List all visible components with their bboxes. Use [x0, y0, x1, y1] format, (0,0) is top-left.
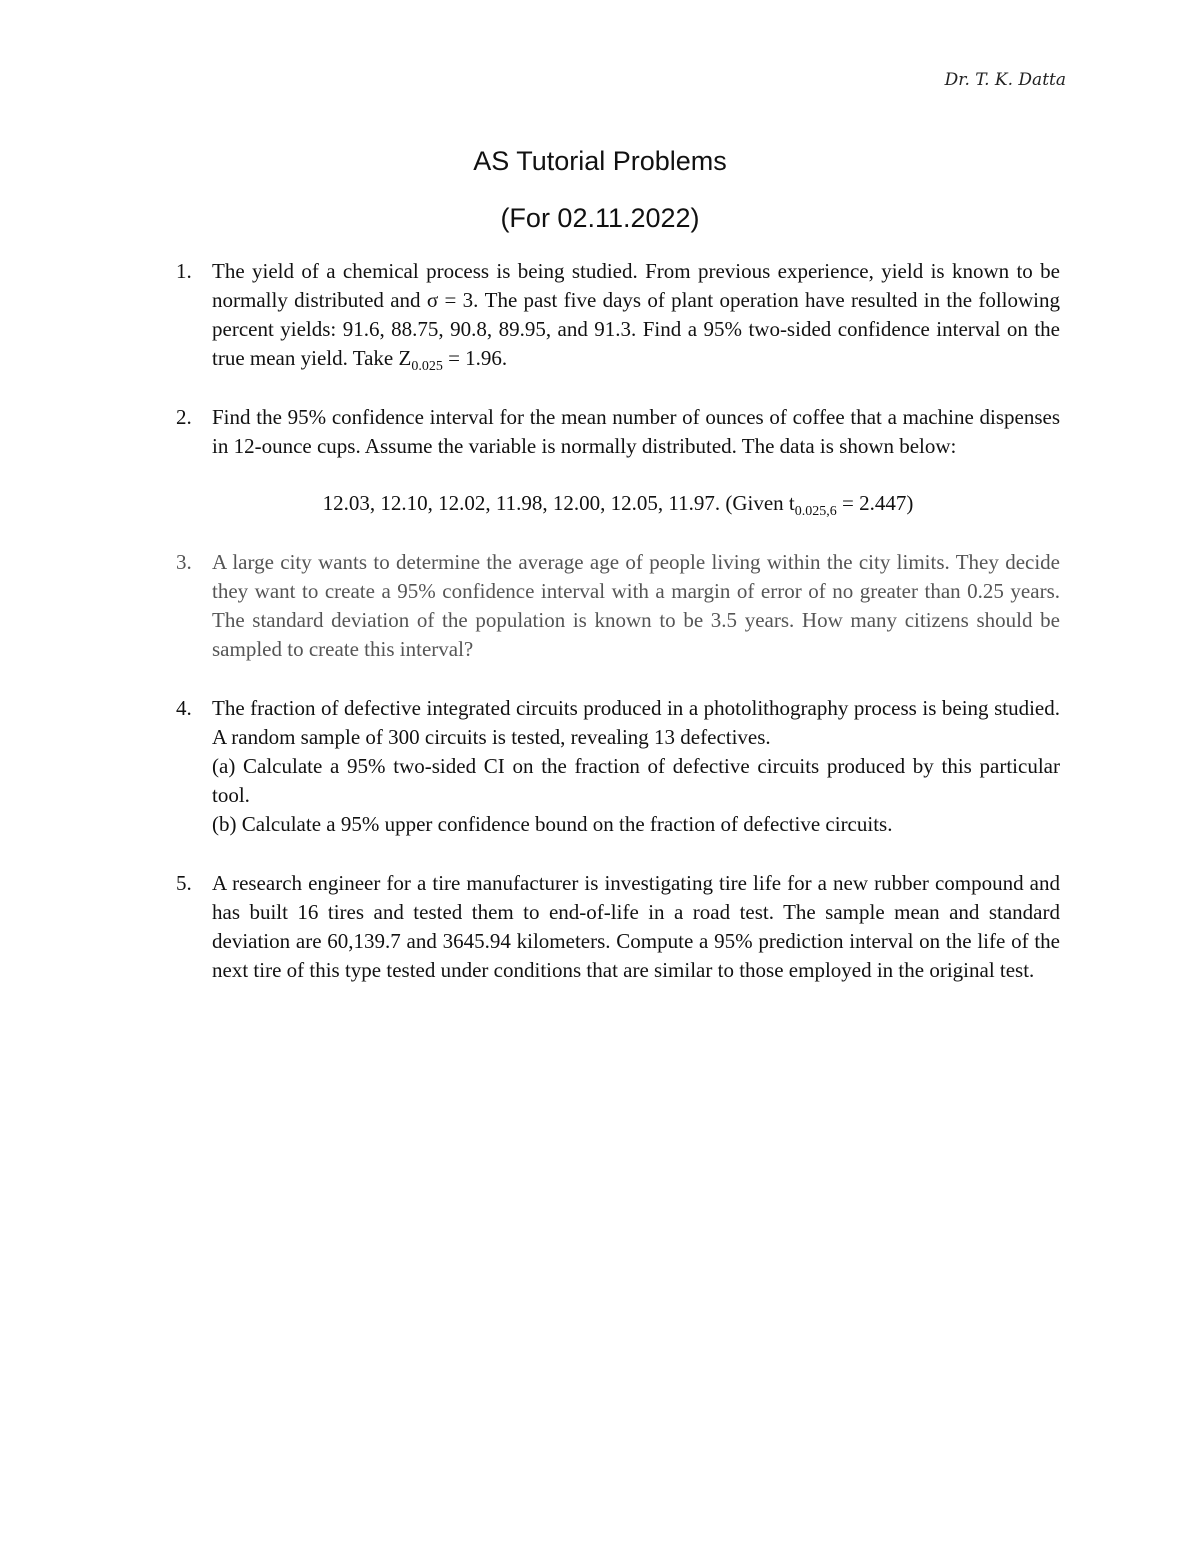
problem-part-b: (b) Calculate a 95% upper confidence bound on the fraction of defective circuits.: [212, 812, 893, 836]
problem-number: 3.: [176, 550, 192, 574]
problem-text: Find the 95% confidence interval for the mean number of ounces of coffee that a machine dispenses in 12-ounce cups. Assume the variable is normally distributed. The data is shown below:: [212, 405, 1060, 458]
problem-text: The fraction of defective integrated circuits produced in a photolithography process is being studied. A random sample of 300 circuits is tested, revealing 13 defectives.: [212, 696, 1060, 749]
problem-list: [176, 257, 1060, 1015]
data-values-tail: = 2.447): [836, 491, 914, 515]
problem-5: [176, 869, 1060, 985]
problem-1: [176, 257, 1060, 373]
problem-4: [176, 694, 1060, 839]
problem-part-a: (a) Calculate a 95% two-sided CI on the fraction of defective circuits produced by this particular tool.: [212, 754, 1060, 807]
subscript: 0.025: [411, 359, 443, 375]
data-values-line: [176, 489, 1060, 518]
problem-number: 2.: [176, 405, 192, 429]
author-signature: Dr. T. K. Datta: [944, 70, 1066, 90]
problem-number: 1.: [176, 259, 192, 283]
problem-number: 5.: [176, 871, 192, 895]
problem-text: A large city wants to determine the average age of people living within the city limits. They decide they want to create a 95% confidence interval with a margin of error of no greater than 0.25 years. The standard deviation of the population is known to be 3.5 years. How many citizens should be sampled to create this interval?: [212, 550, 1060, 661]
problem-text: The yield of a chemical process is being studied. From previous experience, yield is known to be normally distributed and σ = 3. The past five days of plant operation have resulted in the following percent yields: 91.6, 88.75, 90.8, 89.95, and 91.3. Find a 95% two-sided confidence interval on the true mean yield. Take Z: [212, 259, 1060, 370]
problem-text: A research engineer for a tire manufacturer is investigating tire life for a new rubber compound and has built 16 tires and tested them to end-of-life in a road test. The sample mean and standard deviation are 60,139.7 and 3645.94 kilometers. Compute a 95% prediction interval on the life of the next tire of this type tested under conditions that are similar to those employed in the original test.: [212, 871, 1060, 982]
problem-2: [176, 403, 1060, 518]
problem-number: 4.: [176, 696, 192, 720]
document-title: AS Tutorial Problems: [473, 146, 727, 176]
data-values: 12.03, 12.10, 12.02, 11.98, 12.00, 12.05, 11.97. (Given t: [322, 491, 795, 515]
subscript: 0.025,6: [794, 504, 837, 520]
problem-3: [176, 548, 1060, 664]
document-date-line: (For 02.11.2022): [500, 203, 700, 233]
problem-text-tail: = 1.96.: [442, 346, 508, 370]
